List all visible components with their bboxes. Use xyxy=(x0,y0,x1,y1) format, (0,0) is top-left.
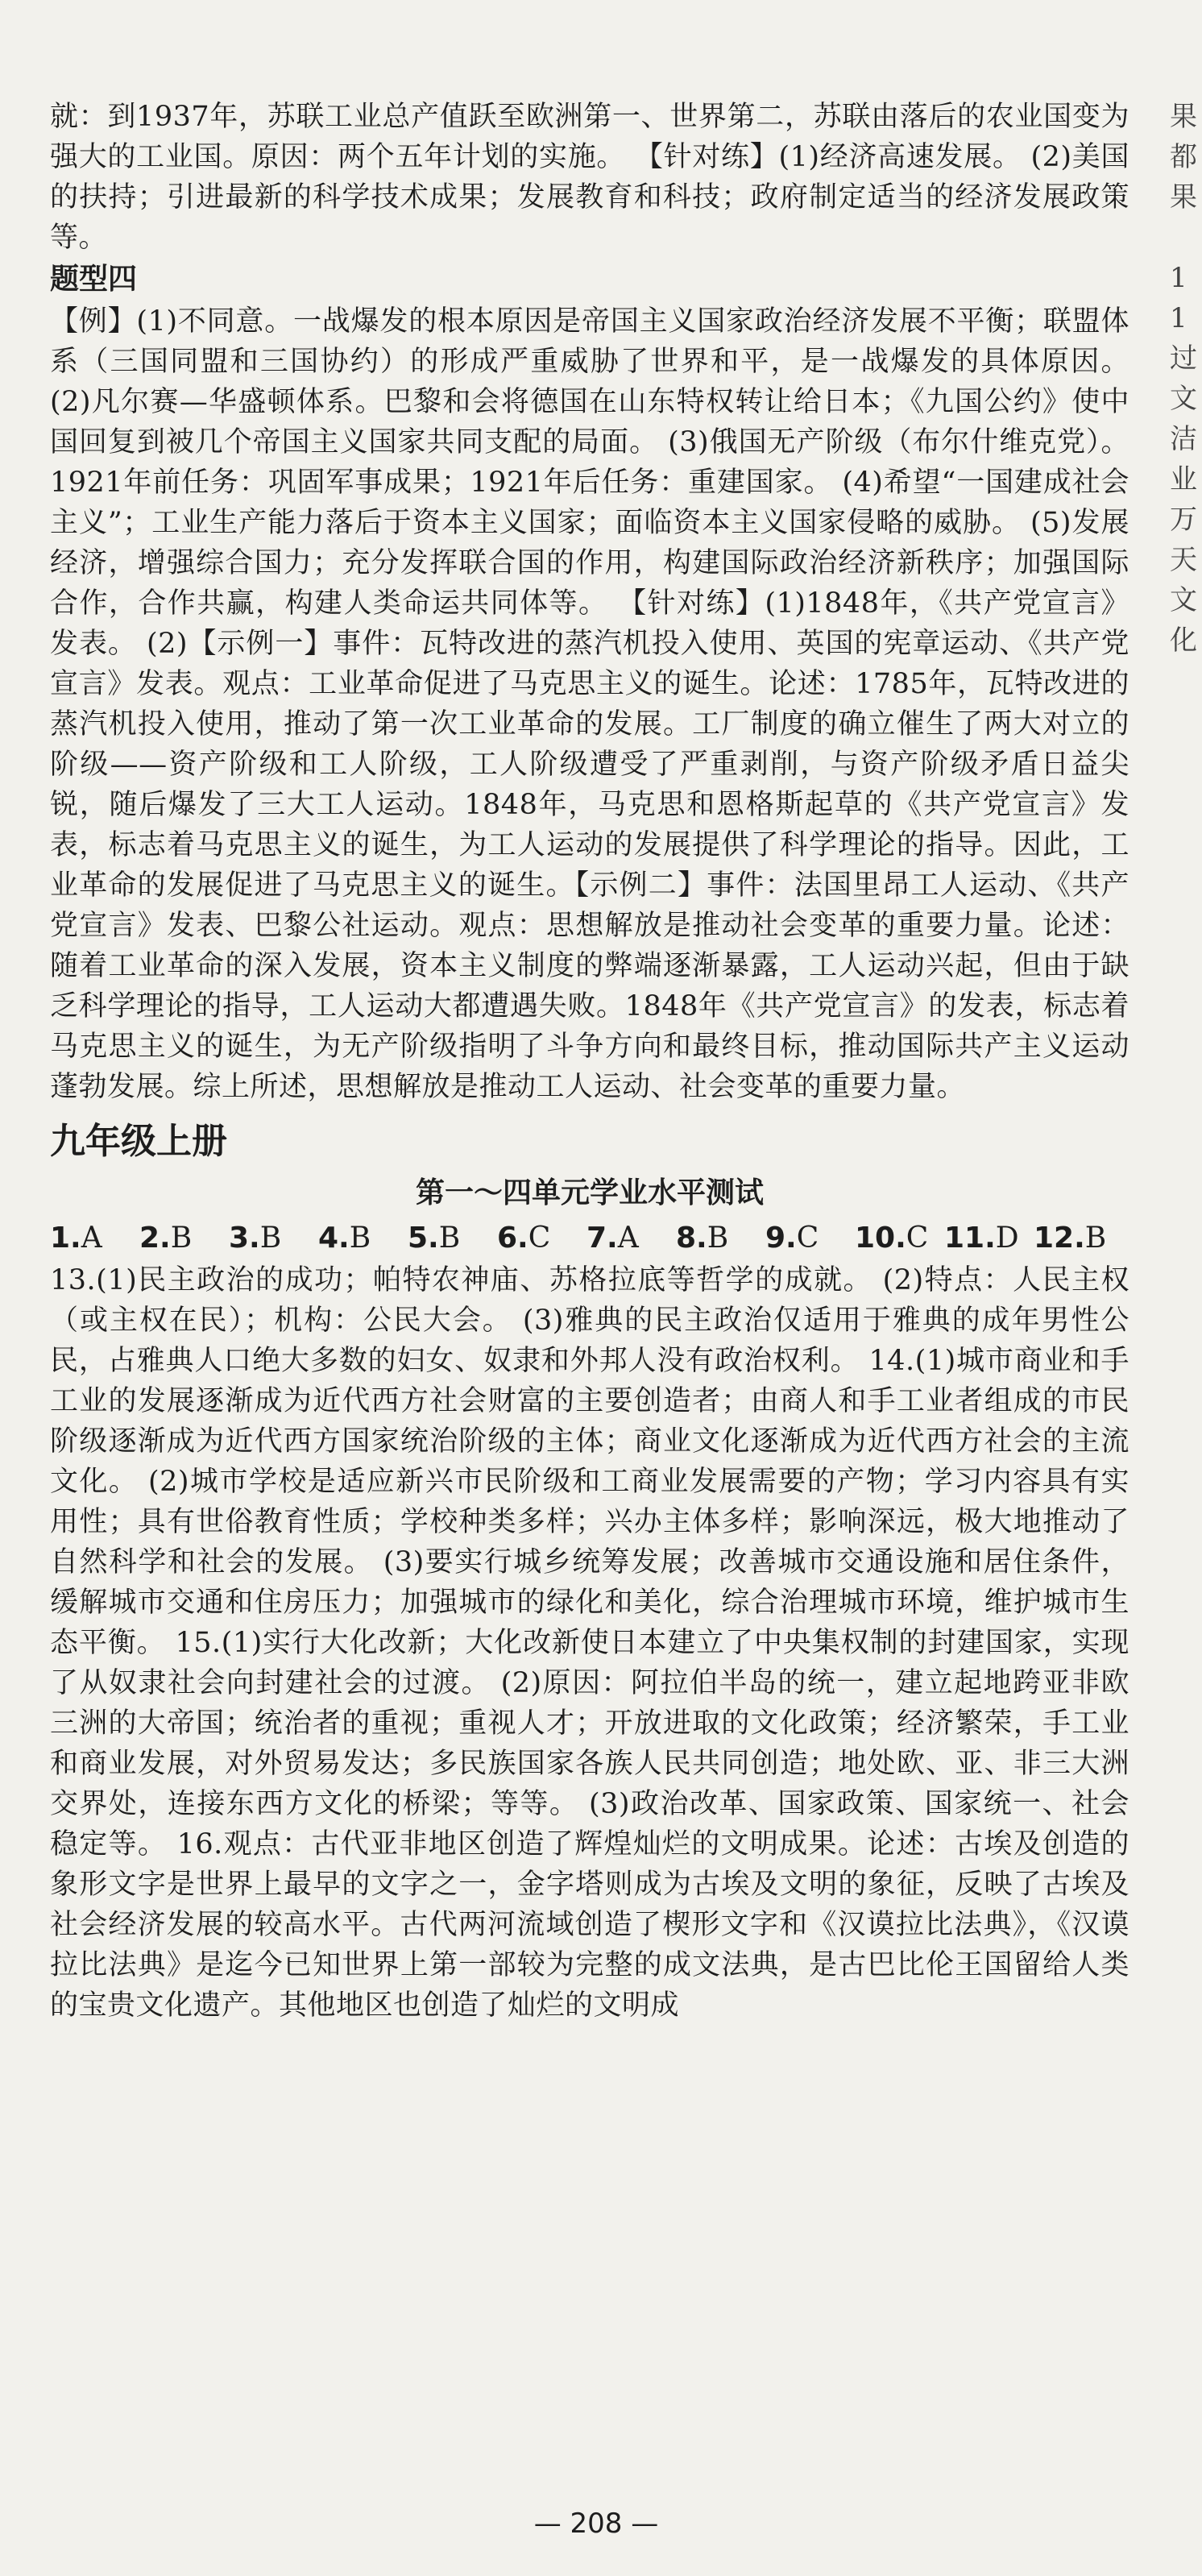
answer-item: 11.D xyxy=(944,1222,1019,1255)
answer-item: 1.A xyxy=(50,1222,102,1255)
answer-item: 2.B xyxy=(139,1222,193,1255)
example-paragraph: 【例】(1)不同意。一战爆发的根本原因是帝国主义国家政治经济发展不平衡；联盟体系（三国同盟和三国协约）的形成严重威胁了世界和平，是一战爆发的具体原因。 (2)凡尔赛—华盛顿体系。巴黎和会将德国在山东特权转让给日本；《九国公约》使中国回复到被几个帝国主义国家共同支配的局面。 (3)俄国无产阶级（布尔什维克党）。1921年前任务：巩固军事成果；1921年后任务：重建国家。 (4)希望“一国建成社会主义”；工业生产能力落后于资本主义国家；面临资本主义国家侵略的威胁。 (5)发展经济，增强综合国力；充分发挥联合国的作用，构建国际政治经济新秩序；加强国际合作，合作共赢，构建人类命运共同体等。 【针对练】(1)1848年，《共产党宣言》发表。 (2)【示例一】事件：瓦特改进的蒸汽机投入使用、英国的宪章运动、《共产党宣言》发表。观点：工业革命促进了马克思主义的诞生。论述：1785年，瓦特改进的蒸汽机投入使用，推动了第一次工业革命的发展。工厂制度的确立催生了两大对立的阶级——资产阶级和工人阶级，工人阶级遭受了严重剥削，与资产阶级矛盾日益尖锐，随后爆发了三大工人运动。1848年，马克思和恩格斯起草的《共产党宣言》发表，标志着马克思主义的诞生，为工人运动的发展提供了科学理论的指导。因此，工业革命的发展促进了马克思主义的诞生。【示例二】事件：法国里昂工人运动、《共产党宣言》发表、巴黎公社运动。观点：思想解放是推动社会变革的重要力量。论述：随着工业革命的深入发展，资本主义制度的弊端逐渐暴露，工人运动兴起，但由于缺乏科学理论的指导，工人运动大都遭遇失败。1848年《共产党宣言》的发表，标志着马克思主义的诞生，为无产阶级指明了斗争方向和最终目标，推动国际共产主义运动蓬勃发展。综上所述，思想解放是推动工人运动、社会变革的重要力量。 xyxy=(50,305,1129,1103)
answer-item: 4.B xyxy=(318,1222,371,1255)
answer-item: 12.B xyxy=(1034,1222,1107,1255)
answer-item: 8.B xyxy=(676,1222,729,1255)
test-title: 第一～四单元学业水平测试 xyxy=(415,1176,764,1209)
section-heading: 题型四 xyxy=(50,263,138,296)
answer-item: 5.B xyxy=(408,1222,461,1255)
main-column xyxy=(50,97,1129,2026)
answer-item: 6.C xyxy=(497,1222,551,1255)
questions-paragraph: 13.(1)民主政治的成功；帕特农神庙、苏格拉底等哲学的成就。 (2)特点：人民主权（或主权在民）；机构：公民大会。 (3)雅典的民主政治仅适用于雅典的成年男性公民，占雅典人口绝大多数的妇女、奴隶和外邦人没有政治权利。 14.(1)城市商业和手工业的发展逐渐成为近代西方社会财富的主要创造者；由商人和手工业者组成的市民阶级逐渐成为近代西方国家统治阶级的主体；商业文化逐渐成为近代西方社会的主流文化。 (2)城市学校是适应新兴市民阶级和工商业发展需要的产物；学习内容具有实用性；具有世俗教育性质；学校种类多样；兴办主体多样；影响深远，极大地推动了自然科学和社会的发展。 (3)要实行城乡统筹发展；改善城市交通设施和居住条件，缓解城市交通和住房压力；加强城市的绿化和美化，综合治理城市环境，维护城市生态平衡。 15.(1)实行大化改新；大化改新使日本建立了中央集权制的封建国家，实现了从奴隶社会向封建社会的过渡。 (2)原因：阿拉伯半岛的统一，建立起地跨亚非欧三洲的大帝国；统治者的重视；重视人才；开放进取的文化政策；经济繁荣，手工业和商业发展，对外贸易发达；多民族国家各族人民共同创造；地处欧、亚、非三大洲交界处，连接东西方文化的桥梁；等等。 (3)政治改革、国家政策、国家统一、社会稳定等。 16.观点：古代亚非地区创造了辉煌灿烂的文明成果。论述：古埃及创造的象形文字是世界上最早的文字之一，金字塔则成为古埃及文明的象征，反映了古埃及社会经济发展的较高水平。古代两河流域创造了楔形文字和《汉谟拉比法典》，《汉谟拉比法典》是迄今已知世界上第一部较为完整的成文法典，是古巴比伦王国留给人类的宝贵文化遗产。其他地区也创造了灿烂的文明成 xyxy=(50,1264,1129,2022)
answer-item: 7.A xyxy=(586,1222,639,1255)
page-number: — 208 — xyxy=(533,2508,659,2540)
answer-list xyxy=(50,1217,1129,1260)
answer-item: 10.C xyxy=(855,1222,929,1255)
intro-paragraph: 就：到1937年，苏联工业总产值跃至欧洲第一、世界第二，苏联由落后的农业国变为强大的工业国。原因：两个五年计划的实施。 【针对练】(1)经济高速发展。 (2)美国的扶持；引进最新的科学技术成果；发展教育和科技；政府制定适当的经济发展政策等。 xyxy=(50,101,1129,254)
grade-heading: 九年级上册 xyxy=(50,1121,227,1162)
answer-item: 9.C xyxy=(765,1222,819,1255)
adjacent-page-edge: 果 都 果 1 1 过 文 洁 业 万 天 文 化 xyxy=(1170,101,1197,657)
answer-item: 3.B xyxy=(229,1222,282,1255)
